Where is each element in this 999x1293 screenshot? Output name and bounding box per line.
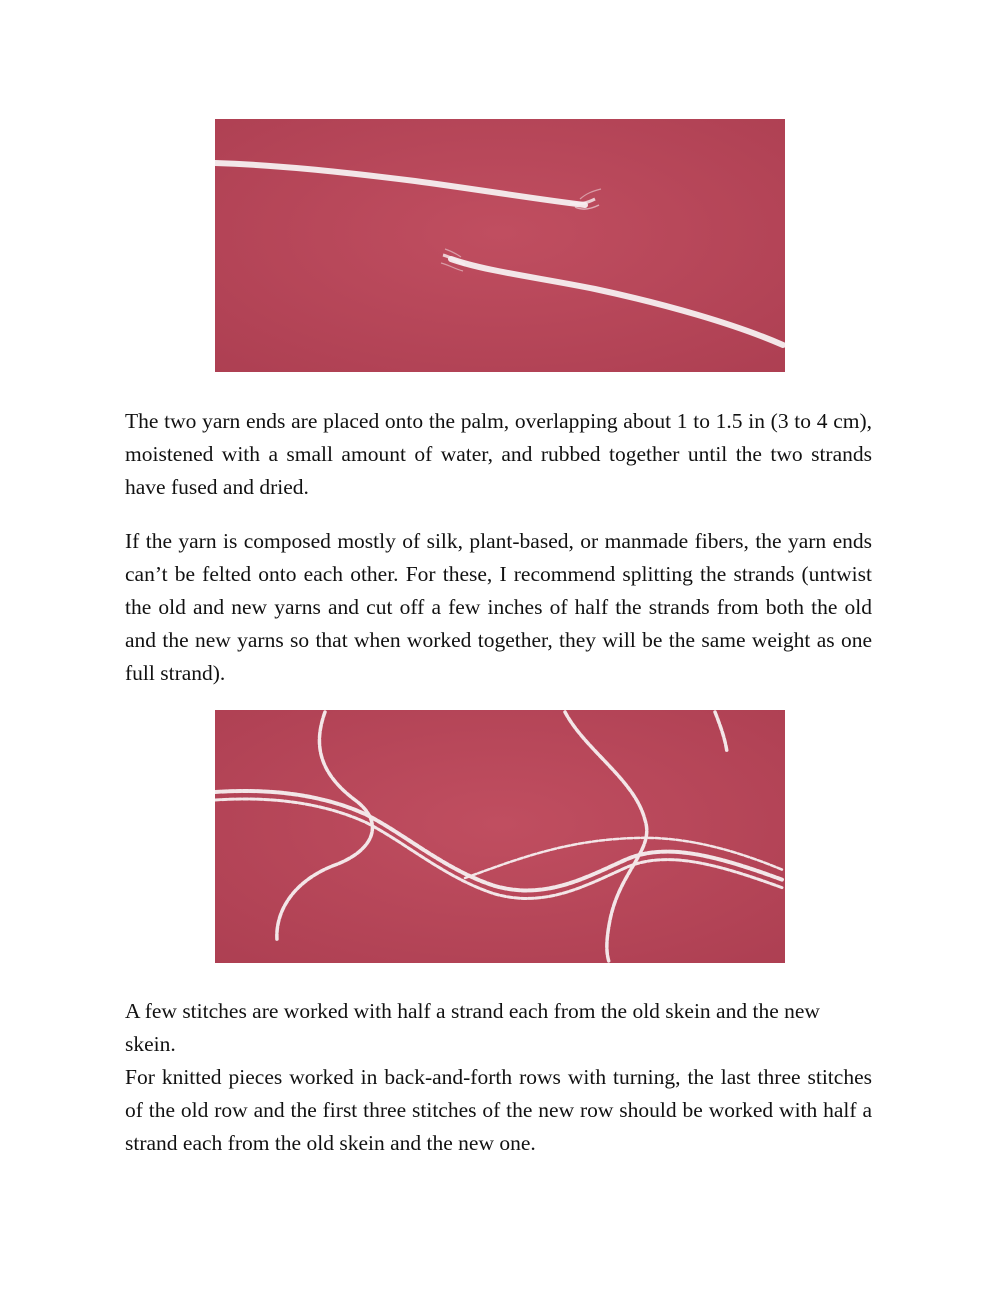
yarn-ends-photo [215,119,785,372]
paragraph-half-strand-stitches: A few stitches are worked with half a strand each from the old skein and the new skein. [125,999,820,1056]
paragraph-felting-ends: The two yarn ends are placed onto the palm, overlapping about 1 to 1.5 in (3 to 4 cm), moistened with a small amount of water, and rubbed together until the two strands have fused and dried. [125,409,872,499]
split-strands-photo [215,710,785,963]
paragraph-back-and-forth-rows: For knitted pieces worked in back-and-forth rows with turning, the last three stitches of the old row and the first three stitches of the new row should be worked with half a strand each from the old skein and the new one. [125,1065,872,1155]
red-background [215,119,785,372]
paragraph-splitting-strands: If the yarn is composed mostly of silk, plant-based, or manmade fibers, the yarn ends can’t be felted onto each other. For these, I recommend splitting the strands (untwist the old and new yarns and cut off a few inches of half the strands from both the old and the new yarns so that when worked together, they will be the same weight as one full strand). [125,529,872,685]
split-strands-illustration [215,710,785,963]
red-background [215,710,785,963]
yarn-ends-illustration [215,119,785,372]
